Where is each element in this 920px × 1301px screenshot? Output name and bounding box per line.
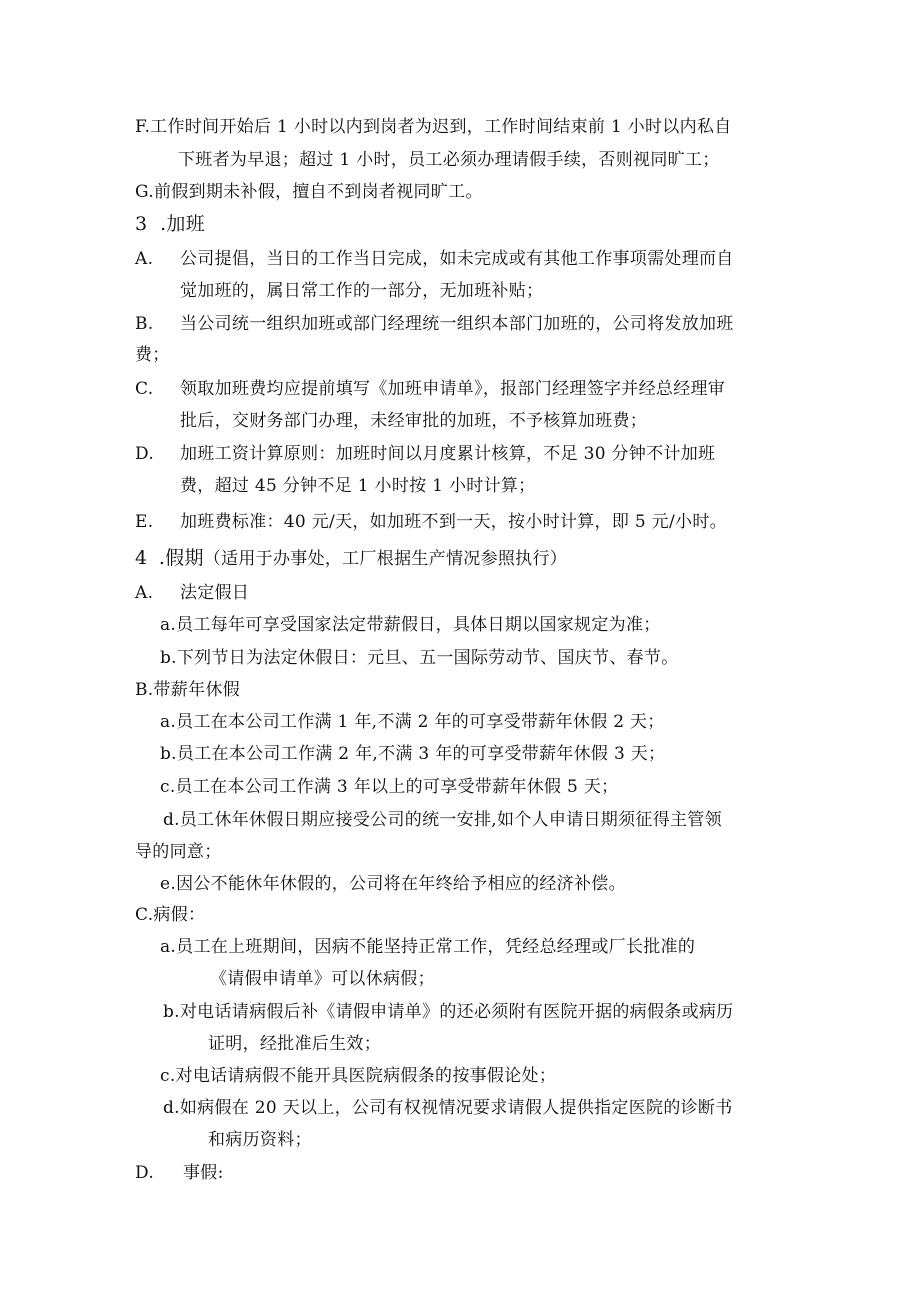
holiday-item-a bbox=[135, 582, 249, 604]
item-marker: B. bbox=[135, 314, 154, 334]
item-title: 法定假日 bbox=[180, 583, 250, 603]
paragraph-f bbox=[135, 116, 732, 138]
section-title: .假期 bbox=[158, 547, 204, 569]
statutory-holiday-item-b: b.下列节日为法定休假日：元旦、五一国际劳动节、国庆节、春节。 bbox=[160, 648, 679, 668]
overtime-item-d bbox=[135, 443, 715, 465]
sick-leave-item-b-continued: 证明，经批准后生效； bbox=[208, 1034, 381, 1054]
section-title: .加班 bbox=[160, 213, 206, 235]
item-text: 公司提倡，当日的工作当日完成，如未完成或有其他工作事项需处理而自 bbox=[180, 249, 734, 269]
sick-leave-item-c: c.对电话请病假不能开具医院病假条的按事假论处； bbox=[160, 1066, 557, 1086]
sick-leave-item-b: b.对电话请病假后补《请假申请单》的还必须附有医院开据的病假条或病历 bbox=[163, 1002, 734, 1022]
statutory-holiday-item-a: a.员工每年可享受国家法定带薪假日，具体日期以国家规定为准； bbox=[160, 615, 661, 635]
item-marker: E. bbox=[135, 512, 154, 532]
section-number: 4 bbox=[135, 547, 148, 569]
overtime-item-c bbox=[135, 378, 725, 400]
annual-leave-item-b: b.员工在本公司工作满 2 年,不满 3 年的可享受带薪年休假 3 天； bbox=[160, 744, 666, 764]
item-text: 领取加班费均应提前填写《加班申请单》，报部门经理签字并经总经理审 bbox=[180, 379, 726, 399]
sick-leave-item-a-continued: 《请假申请单》可以休病假； bbox=[210, 969, 435, 989]
paragraph-text: 前假到期未补假，擅自不到岗者视同旷工。 bbox=[153, 182, 483, 202]
annual-leave-item-d-continued: 导的同意； bbox=[135, 842, 222, 862]
annual-leave-item-e: e.因公不能休年休假的，公司将在年终给予相应的经济补偿。 bbox=[160, 874, 626, 894]
section-number: 3 bbox=[135, 213, 148, 235]
holiday-item-c: C.病假： bbox=[135, 905, 206, 925]
section-heading-holidays bbox=[135, 547, 567, 570]
item-marker: F. bbox=[135, 117, 151, 137]
overtime-item-b bbox=[135, 313, 734, 335]
annual-leave-item-d: d.员工休年休假日期应接受公司的统一安排,如个人申请日期须征得主管领 bbox=[163, 810, 722, 830]
section-heading-overtime bbox=[135, 213, 205, 235]
paragraph-f-continued: 下班者为早退；超过 1 小时，员工必须办理请假手续，否则视同旷工； bbox=[178, 150, 720, 170]
holiday-item-d bbox=[135, 1162, 224, 1184]
overtime-item-a-continued: 觉加班的，属日常工作的一部分，无加班补贴； bbox=[180, 281, 544, 301]
item-marker: G. bbox=[135, 182, 154, 202]
holiday-item-b: B.带薪年休假 bbox=[135, 680, 240, 700]
paragraph-text: 工作时间开始后 1 小时以内到岗者为迟到，工作时间结束前 1 小时以内私自 bbox=[150, 117, 732, 137]
overtime-item-a bbox=[135, 248, 734, 270]
annual-leave-item-a: a.员工在本公司工作满 1 年,不满 2 年的可享受带薪年休假 2 天； bbox=[160, 712, 665, 732]
item-text: 当公司统一组织加班或部门经理统一组织本部门加班的，公司将发放加班 bbox=[180, 314, 734, 334]
overtime-item-e bbox=[135, 511, 727, 533]
item-marker: A. bbox=[135, 583, 154, 603]
paragraph-g bbox=[135, 181, 483, 203]
annual-leave-item-c: c.员工在本公司工作满 3 年以上的可享受带薪年休假 5 天； bbox=[160, 777, 619, 797]
section-note: （适用于办事处，工厂根据生产情况参照执行） bbox=[203, 549, 568, 569]
item-text: 加班费标准：40 元/天，如加班不到一天，按小时计算，即 5 元/小时。 bbox=[180, 512, 727, 532]
sick-leave-item-d: d.如病假在 20 天以上，公司有权视情况要求请假人提供指定医院的诊断书 bbox=[163, 1098, 733, 1118]
item-title: 事假: bbox=[183, 1163, 224, 1183]
sick-leave-item-a: a.员工在上班期间，因病不能坚持正常工作，凭经总经理或厂长批准的 bbox=[160, 937, 696, 957]
overtime-item-b-continued: 费； bbox=[135, 345, 170, 365]
item-marker: D. bbox=[135, 444, 155, 464]
item-marker: C. bbox=[135, 379, 154, 399]
overtime-item-d-continued: 费，超过 45 分钟不足 1 小时按 1 小时计算； bbox=[180, 476, 536, 496]
sick-leave-item-d-continued: 和病历资料； bbox=[208, 1130, 312, 1150]
item-text: 加班工资计算原则：加班时间以月度累计核算，不足 30 分钟不计加班 bbox=[180, 444, 716, 464]
item-marker: A. bbox=[135, 249, 154, 269]
item-marker: D. bbox=[135, 1163, 155, 1183]
overtime-item-c-continued: 批后，交财务部门办理，未经审批的加班，不予核算加班费； bbox=[180, 411, 648, 431]
